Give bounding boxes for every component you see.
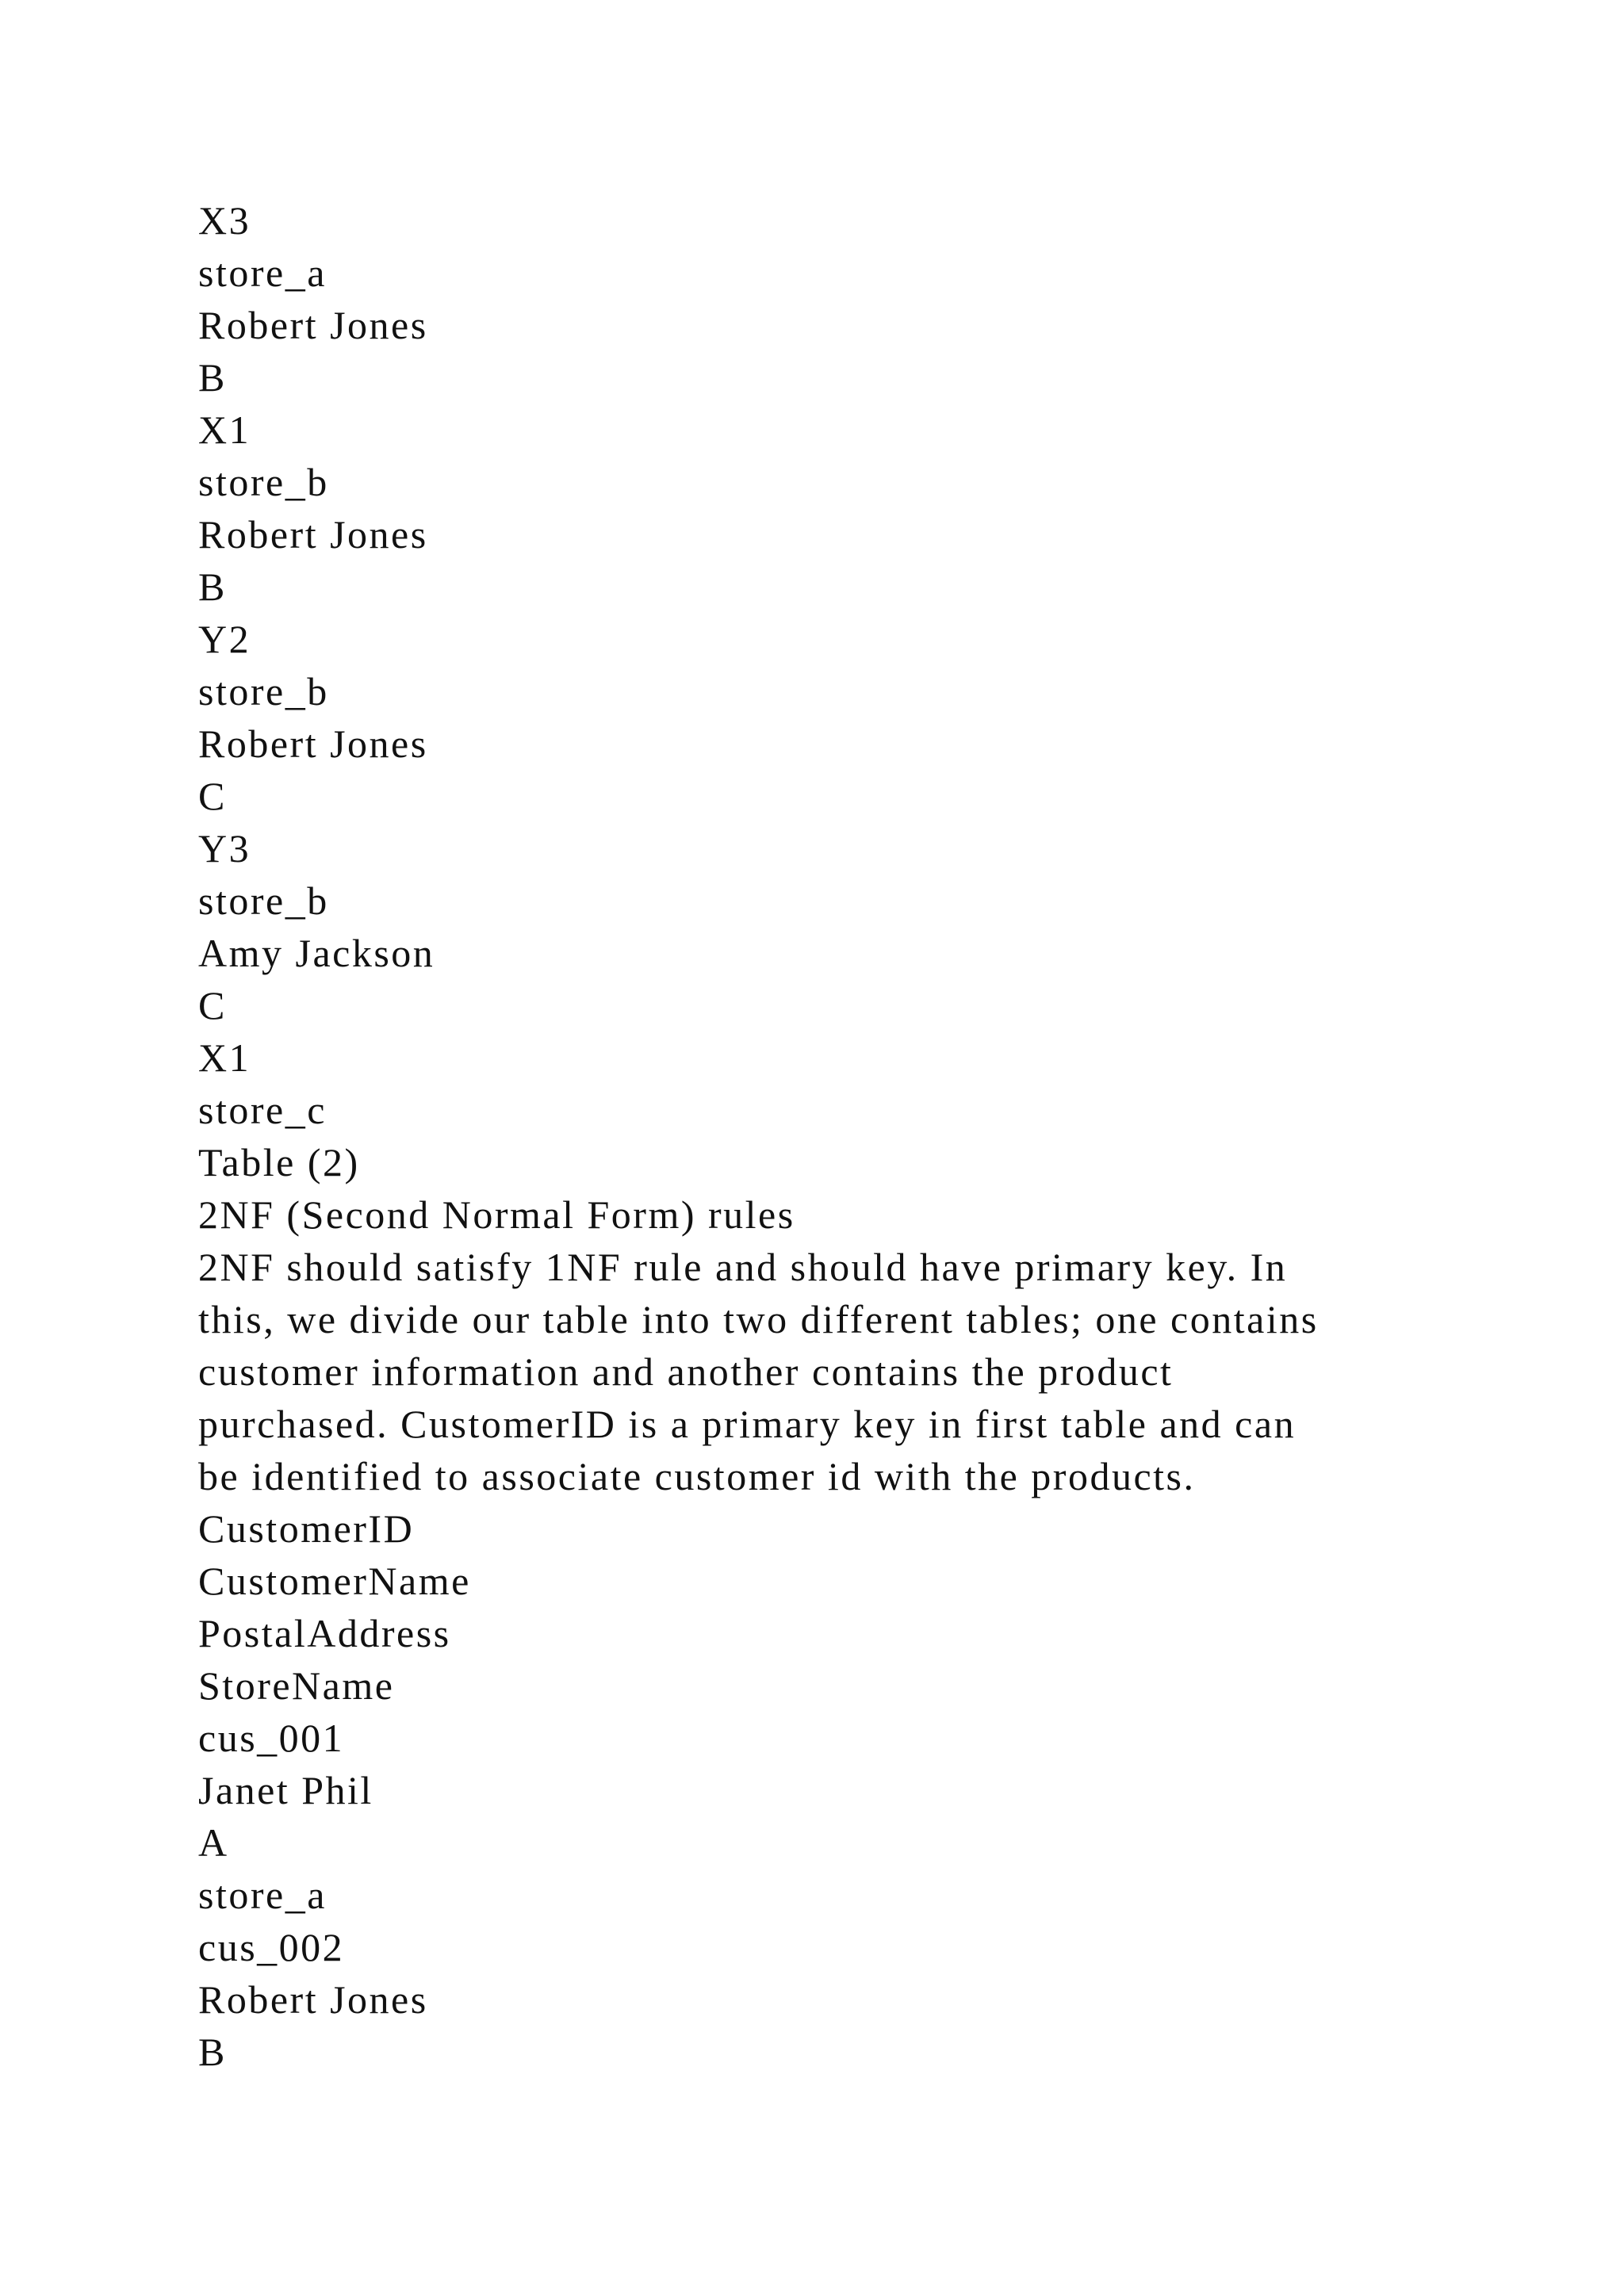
text-line: B [198,355,227,400]
text-line: store_c [198,1088,327,1132]
paragraph-line: be identified to associate customer id with the products. [198,1454,1196,1498]
text-line: store_b [198,460,329,504]
column-header: StoreName [198,1663,395,1708]
text-line: X1 [198,1035,251,1080]
document-text [198,194,1435,2078]
text-line: store_b [198,878,329,923]
text-line: B [198,564,227,609]
column-header: CustomerName [198,1559,471,1603]
text-line: Y3 [198,826,251,871]
text-line: cus_001 [198,1716,345,1760]
table-caption: Table (2) [198,1140,360,1184]
text-line: cus_002 [198,1925,345,1969]
text-line: X1 [198,408,251,452]
text-line: store_a [198,251,327,295]
text-line: Robert Jones [198,512,428,557]
text-line: Amy Jackson [198,931,435,975]
text-line: C [198,774,227,818]
paragraph-line: this, we divide our table into two different tables; one contains [198,1297,1319,1341]
section-heading: 2NF (Second Normal Form) rules [198,1192,795,1237]
text-line: store_a [198,1873,327,1917]
text-line: Robert Jones [198,721,428,766]
text-line: Robert Jones [198,1977,428,2022]
text-line: X3 [198,198,251,243]
text-line: B [198,2030,227,2074]
text-line: Robert Jones [198,303,428,347]
text-line: Y2 [198,617,251,661]
column-header: CustomerID [198,1506,415,1551]
paragraph-line: customer information and another contains the product [198,1349,1174,1394]
text-line: Janet Phil [198,1768,373,1812]
paragraph-line: purchased. CustomerID is a primary key in first table and can [198,1402,1297,1446]
paragraph-line: 2NF should satisfy 1NF rule and should have primary key. In [198,1245,1288,1289]
text-line: C [198,983,227,1027]
text-line: store_b [198,669,329,714]
text-line: A [198,1820,229,1865]
column-header: PostalAddress [198,1611,451,1655]
